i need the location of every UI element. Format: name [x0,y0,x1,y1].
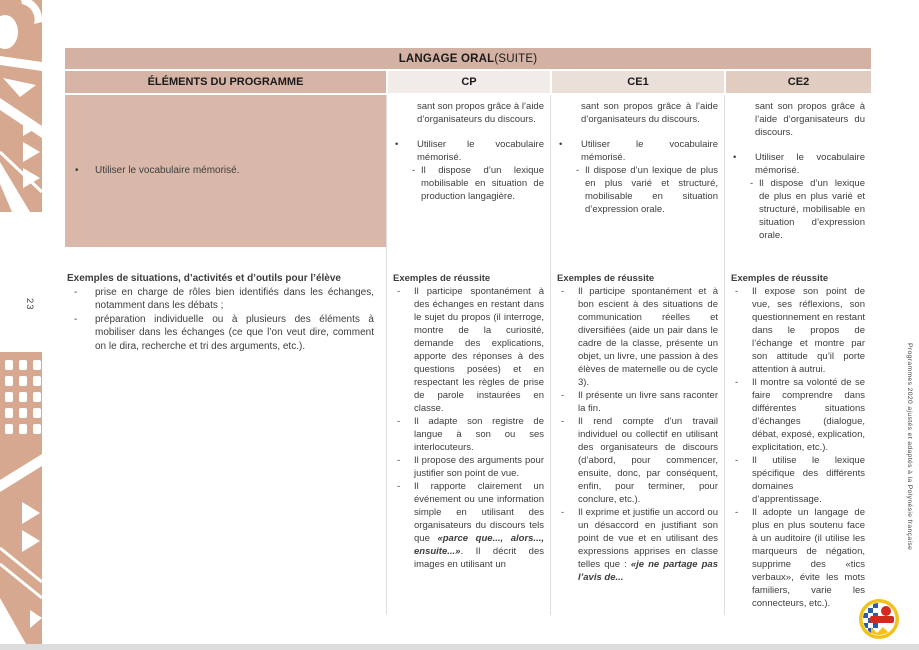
text-block-head [557,272,718,285]
text-block-sub [557,164,718,216]
dash-marker: - [74,286,78,298]
tapa-pattern-bottom-icon [0,352,42,644]
bullet-marker: • [733,152,737,163]
text-block-bullet [393,138,544,164]
text-run-group: Il dispose d’un lexique mobilisable en situation de production langagière. [421,165,544,202]
text-run-group: Il adapte son registre de langue à son ou ses interlocuteurs. [414,416,544,453]
table-body [65,95,871,615]
text-block-head [393,272,544,285]
text-block-dash [557,389,718,415]
text-run-group: Exemples de situations, d’activités et d’outils pour l’élève [67,273,341,284]
text-block-bullet [67,164,374,178]
text-run-group: Il expose son point de vue, ses réflexions, son questionnement en restant dans le propos de l’échange et montre par son attitude qu’il porte attention à autrui. [752,286,865,375]
text-run-group: Il dispose d’un lexique de plus en plus varié et structuré, mobilisable en situation d’expression orale. [759,178,865,241]
dash-marker: - [561,390,565,401]
sub-marker: - [412,165,416,176]
edition-side-text: Programmes 2020 ajustés et adaptés à la Polynésie française [906,343,913,551]
cell-cp-row1 [388,95,550,247]
text-block-space [731,139,865,151]
text-run-group: Il dispose d’un lexique de plus en plus varié et structuré, mobilisable en situation d’expression orale. [585,165,718,215]
text-block-dash [67,313,374,354]
text-run-group: sant son propos grâce à l’aide d’organisateurs du discours. [581,101,718,125]
table-row-exemples [65,267,871,615]
text-block-dash [731,376,865,454]
text-run-group: prise en charge de rôles bien identifiés dans les échanges, notamment dans les débats ; [95,286,374,311]
bullet-marker: • [395,139,399,150]
text-run-group: Exemples de réussite [731,273,829,284]
text-block-head [67,272,374,286]
text-block-dash [731,506,865,610]
text-run-group: Utiliser le vocabulaire mémorisé. [755,152,865,176]
column-separator [386,95,387,615]
dash-marker: - [561,507,565,518]
text-block-dash [393,454,544,480]
text-block-bullet [731,151,865,177]
dash-marker: - [397,286,401,297]
cell-ce2-row1 [726,95,871,247]
text-run-group: Exemples de réussite [557,273,655,284]
text-block-cont [393,100,544,126]
text-block-dash [557,285,718,389]
text-run-group: Il adopte un langage de plus en plus soutenu face à un auditoire (il utilise les marqueurs de négation, supprime des «tics verbaux», évite les mots familiers, varie les connecteurs, etc.). [752,507,865,609]
column-separator [724,95,725,615]
text-run-group: Il montre sa volonté de se faire comprendre dans différentes situations d’échanges (dialogue, débat, exposé, explication, explicitation, etc.). [752,377,865,453]
text-block-dash [557,415,718,506]
sub-marker: - [576,165,580,176]
dash-marker: - [735,377,739,388]
text-block-head [731,272,865,285]
cell-cp-row2 [388,267,550,615]
table-title [65,48,871,69]
tapa-pattern-top-icon [0,0,42,212]
text-run-group: Il rend compte d’un travail individuel ou collectif en utilisant des organisateurs de discours (d’abord, pour commencer, ensuite, donc, par conséquent, enfin, pour terminer, pour conclure, etc.). [578,416,718,505]
dash-marker: - [735,507,739,518]
text-block-dash [393,285,544,415]
cell-elements-row1 [65,95,386,247]
dash-marker: - [397,416,401,427]
dash-marker: - [397,455,401,466]
cell-ce1-row1 [552,95,724,247]
bullet-marker: • [75,165,79,177]
dash-marker: - [397,481,401,492]
column-header-ce2: CE2 [726,71,871,93]
dash-marker: - [561,286,565,297]
table-title-suffix: (SUITE) [494,52,538,65]
text-run-group: Il exprime et justifie un accord ou un désaccord en justifiant son point de vue et en utilisant des expressions apprises en classe telles que : «je ne partage pas l’avis de... [578,507,718,583]
dash-marker: - [735,455,739,466]
text-block-sub [731,177,865,242]
text-run-group: Exemples de réussite [393,273,491,284]
text-run-group: Il utilise le lexique spécifique des différents domaines d’apprentissage. [752,455,865,505]
column-header-elements: ÉLÉMENTS DU PROGRAMME [65,71,386,93]
text-block-dash [557,506,718,584]
text-run-group: Il participe spontanément à des échanges en restant dans le sujet du propos (il interroge, montre de la curiosité, demande des explications, apporte des réponses à des questions posées) et en respectant les règles de prise de parole instaurées en classe. [414,286,544,414]
cell-ce1-row2 [552,267,724,615]
cell-elements-row2 [65,267,386,615]
table-row-vocabulaire [65,95,871,245]
text-run-group: Il participe spontanément et à bon escient à des situations de communication réelles et diversifiées (aide un pair dans le cadre de la classe, présente un objet, un livre, une passion à des élèves de maternelle ou de cycle 3). [578,286,718,388]
table-header-row [65,71,871,93]
text-run-group: Il présente un livre sans raconter la fin. [578,390,718,414]
text-block-cont [557,100,718,126]
text-run-group: Utiliser le vocabulaire mémorisé. [95,165,240,177]
text-run-group: Utiliser le vocabulaire mémorisé. [417,139,544,163]
sub-marker: - [750,178,754,189]
column-separator [550,95,551,615]
table-title-bold: LANGAGE ORAL [398,52,495,65]
programme-table [65,48,871,615]
text-block-space [557,126,718,138]
text-block-dash [731,454,865,506]
text-block-dash [393,480,544,571]
row-spacer [65,245,871,267]
dash-marker: - [561,416,565,427]
dash-marker: - [735,286,739,297]
cell-ce2-row2 [726,267,871,615]
polynesia-education-logo-icon [857,597,901,641]
dash-marker: - [74,313,78,325]
text-block-sub [393,164,544,203]
text-run-group: Il rapporte clairement un événement ou une information simple en utilisant des organisateurs du discours tels que «parce que..., alors..., ensuite...». Il décrit des images en utilisant un [414,481,544,570]
column-header-cp: CP [388,71,550,93]
text-run-group: Utiliser le vocabulaire mémorisé. [581,139,718,163]
column-header-ce1: CE1 [552,71,724,93]
text-run-group: sant son propos grâce à l’aide d’organisateurs du discours. [417,101,544,125]
bullet-marker: • [559,139,563,150]
text-block-dash [393,415,544,454]
text-block-space [393,126,544,138]
text-block-dash [731,285,865,376]
text-block-cont [731,100,865,139]
text-run-group: préparation individuelle ou à plusieurs des éléments à mobiliser dans les échanges (ce que l’on veut dire, comment on le dira, recherche et tri des arguments, etc.). [95,313,374,352]
text-run-group: Il propose des arguments pour justifier son point de vue. [414,455,544,479]
text-block-dash [67,286,374,313]
page-number: 23 [24,298,35,311]
page-bottom-edge [0,644,919,650]
text-block-bullet [557,138,718,164]
text-run-group: sant son propos grâce à l’aide d’organisateurs du discours. [755,101,865,138]
